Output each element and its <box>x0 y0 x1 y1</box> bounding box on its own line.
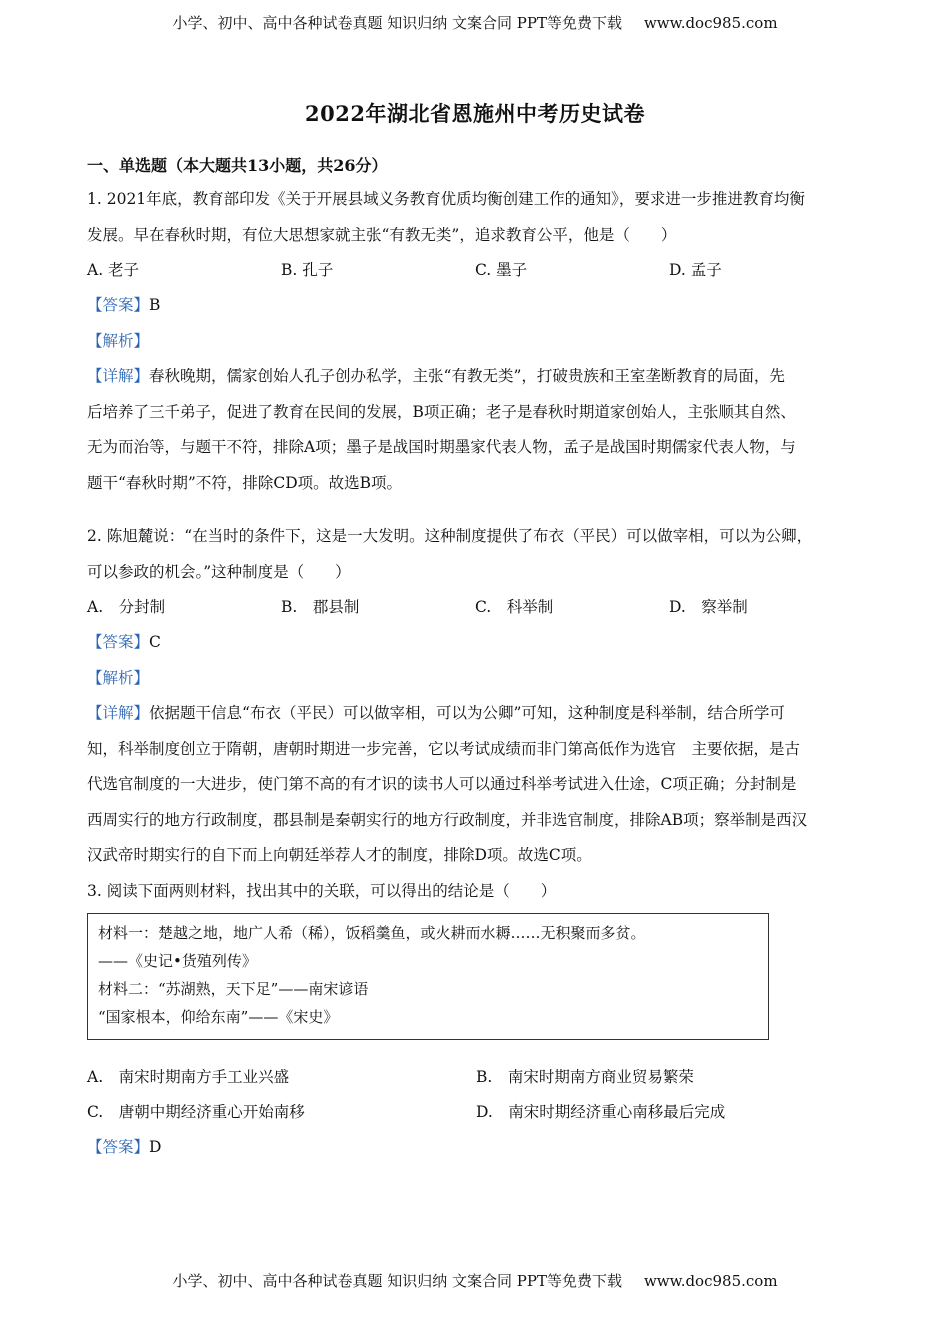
q3-option-a: A. 南宋时期南方手工业兴盛 <box>87 1068 290 1086</box>
page-header <box>0 12 950 33</box>
detail-tag: 【详解】 <box>87 704 150 722</box>
q1-option-a: A. 老子 <box>87 261 140 279</box>
q3-material-line1: 材料一：楚越之地，地广人希（稀），饭稻羹鱼，或火耕而水耨……无积聚而多贫。 <box>98 924 646 942</box>
q3-answer <box>87 1130 865 1166</box>
q2-detail-line2: 知，科举制度创立于隋朝，唐朝时期进一步完善，它以考试成绩而非门第高低作为选官 主要依据，是古 <box>87 739 801 758</box>
q3-material-line2: ——《史记•货殖列传》 <box>98 952 257 970</box>
q3-material-line4: “国家根本，仰给东南”——《宋史》 <box>98 1008 339 1026</box>
detail-tag: 【详解】 <box>87 367 150 385</box>
q2-options <box>87 590 865 625</box>
q1-detail-line2: 后培养了三千弟子，促进了教育在民间的发展，B项正确；老子是春秋时期道家创始人，主张顺其自然、 <box>87 402 796 421</box>
answer-tag: 【答案】 <box>87 296 150 314</box>
q1-detail-text: 春秋晚期，儒家创始人孔子创办私学，主张“有教无类”，打破贵族和王室垄断教育的局面，先 <box>149 367 785 385</box>
q1-answer-value: B <box>149 296 161 314</box>
q2-detail-line3: 代选官制度的一大进步，使门第不高的有才识的读书人可以通过科举考试进入仕途，C项正确；分封制是 <box>87 775 797 793</box>
q3-material-line3: 材料二：“苏湖熟，天下足”——南宋谚语 <box>98 980 369 998</box>
header-url[interactable]: www.doc985.com <box>643 14 778 32</box>
spacer <box>87 501 865 519</box>
q1-detail-line4: 题干“春秋时期”不符，排除CD项。故选B项。 <box>87 473 403 492</box>
q1-detail-line1 <box>87 359 865 395</box>
q2-detail-line4: 西周实行的地方行政制度，郡县制是秦朝实行的地方行政制度，并非选官制度，排除AB项；察举制是西汉 <box>87 810 808 829</box>
analysis-tag: 【解析】 <box>87 331 150 350</box>
q2-option-d: D. 察举制 <box>669 598 748 616</box>
q1-stem-line2: 发展。早在春秋时期，有位大思想家就主张“有教无类”，追求教育公平，他是（ ） <box>87 225 677 244</box>
q2-detail-line1 <box>87 696 865 732</box>
q3-option-c: C. 唐朝中期经济重心开始南移 <box>87 1103 305 1121</box>
q1-stem-line1: 1. 2021年底，教育部印发《关于开展县域义务教育优质均衡创建工作的通知》，要求进一步推进教育均衡 <box>87 190 805 208</box>
page-title: 2022年湖北省恩施州中考历史试卷 <box>305 101 645 126</box>
q1-option-b: B. 孔子 <box>281 261 334 279</box>
q3-option-d: D. 南宋时期经济重心南移最后完成 <box>476 1103 726 1121</box>
analysis-tag: 【解析】 <box>87 668 150 687</box>
q2-detail-line5: 汉武帝时期实行的自下而上向朝廷举荐人才的制度，排除D项。故选C项。 <box>87 846 592 864</box>
q2-option-b: B. 郡县制 <box>281 598 360 616</box>
q2-option-c: C. 科举制 <box>475 598 554 616</box>
q1-option-c: C. 墨子 <box>475 261 528 279</box>
q2-answer-value: C <box>149 633 161 651</box>
q2-stem-line1: 2. 陈旭麓说：“在当时的条件下，这是一大发明。这种制度提供了布衣（平民）可以做宰相，可以为公卿， <box>87 527 813 545</box>
q2-detail-text: 依据题干信息“布衣（平民）可以做宰相，可以为公卿”可知，这种制度是科举制，结合所学可 <box>149 704 785 722</box>
q1-analysis <box>87 324 865 360</box>
exam-content <box>87 150 865 1166</box>
footer-text: 小学、初中、高中各种试卷真题 知识归纳 文案合同 PPT等免费下载 <box>172 1272 622 1290</box>
q2-stem-line2: 可以参政的机会。”这种制度是（ ） <box>87 562 351 581</box>
q3-answer-value: D <box>149 1138 162 1156</box>
q3-options-row2 <box>87 1095 865 1130</box>
q1-option-d: D. 孟子 <box>669 261 722 279</box>
q2-analysis <box>87 661 865 697</box>
footer-url[interactable]: www.doc985.com <box>643 1272 778 1290</box>
q3-options-row1 <box>87 1060 865 1095</box>
q2-answer <box>87 625 865 661</box>
answer-tag: 【答案】 <box>87 633 150 651</box>
q1-options <box>87 253 865 288</box>
answer-tag: 【答案】 <box>87 1138 150 1156</box>
page-footer <box>0 1270 950 1291</box>
q3-material-box <box>87 913 769 1040</box>
section-heading: 一、单选题（本大题共13小题，共26分） <box>87 156 388 175</box>
q3-stem: 3. 阅读下面两则材料，找出其中的关联，可以得出的结论是（ ） <box>87 881 557 900</box>
q3-option-b: B. 南宋时期南方商业贸易繁荣 <box>476 1068 694 1086</box>
q2-option-a: A. 分封制 <box>87 598 166 616</box>
header-text: 小学、初中、高中各种试卷真题 知识归纳 文案合同 PPT等免费下载 <box>172 14 622 32</box>
q1-detail-line3: 无为而治等，与题干不符，排除A项；墨子是战国时期墨家代表人物，孟子是战国时期儒家代表人物，与 <box>87 438 796 456</box>
q1-answer <box>87 288 865 324</box>
